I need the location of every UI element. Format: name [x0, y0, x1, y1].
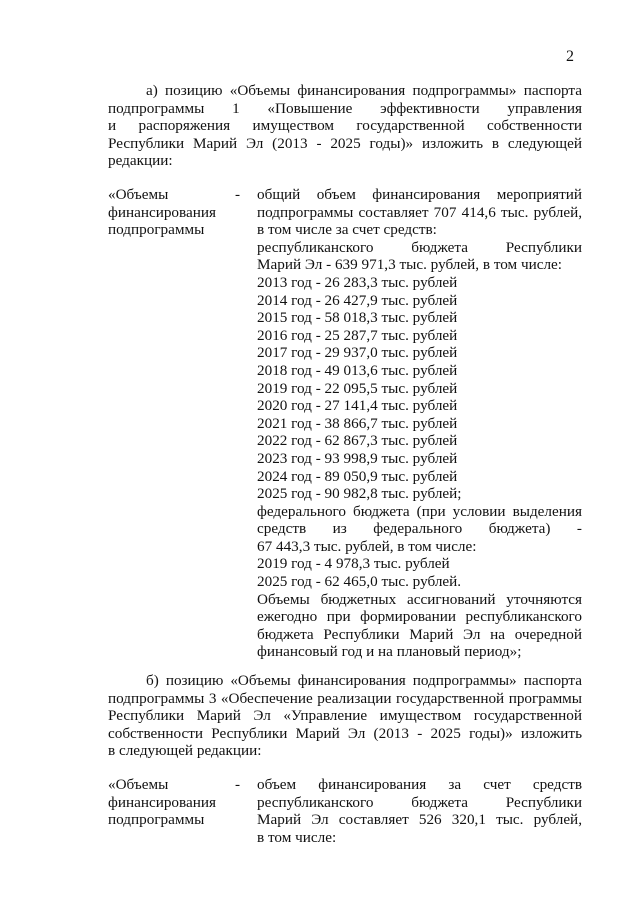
content-line: республиканского бюджета Республики [257, 238, 582, 256]
content-line: республиканского бюджета Республики [257, 793, 582, 811]
content-line: общий объем финансирования мероприятий [257, 186, 582, 203]
year-line: 2019 год - 22 095,5 тыс. рублей [257, 379, 458, 397]
year-line: 2022 год - 62 867,3 тыс. рублей [257, 432, 458, 450]
page-number: 2 [566, 48, 574, 65]
content-line: Объемы бюджетных ассигнований уточняются [257, 590, 582, 608]
intro-line: подпрограммы 3 «Обеспечение реализации государственной программы [108, 689, 582, 707]
content-line: в том числе: [257, 828, 337, 846]
passport-content [257, 776, 582, 846]
year-line: 2017 год - 29 937,0 тыс. рублей [257, 344, 458, 362]
content-line: объем финансирования за счет средств [257, 776, 582, 793]
label-line: «Объемы [108, 776, 169, 793]
content-line: Марий Эл составляет 526 320,1 тыс. рублей, [257, 811, 582, 829]
year-line: 2025 год - 90 982,8 тыс. рублей; [257, 485, 462, 503]
passport-content [257, 186, 582, 661]
label-line: подпрограммы [108, 221, 205, 239]
content-line: 67 443,3 тыс. рублей, в том числе: [257, 537, 477, 555]
year-line: 2024 год - 89 050,9 тыс. рублей [257, 467, 458, 485]
year-line: 2013 год - 26 283,3 тыс. рублей [257, 273, 458, 291]
content-line: финансовый год и на плановый период»; [257, 643, 522, 661]
intro-line: б) позицию «Объемы финансирования подпрограммы» паспорта [146, 672, 582, 689]
intro-line: Республики Марий Эл (2013 - 2025 годы)» изложить в следующей [108, 134, 582, 152]
intro-line: в следующей редакции: [108, 742, 262, 760]
content-line: федерального бюджета (при условии выделения [257, 502, 582, 520]
section-a-intro [108, 82, 582, 170]
label-line: финансирования [108, 793, 216, 811]
year-line: 2025 год - 62 465,0 тыс. рублей. [257, 573, 462, 591]
year-line: 2015 год - 58 018,3 тыс. рублей [257, 309, 458, 327]
passport-label [108, 776, 241, 829]
passport-label [108, 186, 241, 239]
content-line: бюджета Республики Марий Эл на очередной [257, 625, 582, 643]
content-line: подпрограммы составляет 707 414,6 тыс. рублей, [257, 203, 582, 221]
intro-line: подпрограммы 1 «Повышение эффективности управления [108, 99, 582, 117]
intro-line: собственности Республики Марий Эл (2013 - 2025 годы)» изложить [108, 724, 582, 742]
year-line: 2014 год - 26 427,9 тыс. рублей [257, 291, 458, 309]
intro-line: а) позицию «Объемы финансирования подпрограммы» паспорта [146, 82, 582, 99]
content-line: средств из федерального бюджета) - [257, 520, 582, 538]
content-line: Марий Эл - 639 971,3 тыс. рублей, в том числе: [257, 256, 563, 274]
content-line: в том числе за счет средств: [257, 221, 437, 239]
intro-line: Республики Марий Эл «Управление имуществом государственной [108, 707, 582, 725]
year-line: 2016 год - 25 287,7 тыс. рублей [257, 326, 458, 344]
passport-dash: - [235, 776, 241, 793]
label-line: подпрограммы [108, 811, 205, 829]
section-b-intro [108, 672, 582, 760]
label-line: «Объемы [108, 186, 169, 203]
year-line: 2023 год - 93 998,9 тыс. рублей [257, 449, 458, 467]
label-line: финансирования [108, 203, 216, 221]
intro-line: редакции: [108, 152, 173, 170]
passport-dash: - [235, 186, 241, 203]
intro-line: и распоряжения имуществом государственной собственности [108, 117, 582, 135]
year-line: 2021 год - 38 866,7 тыс. рублей [257, 414, 458, 432]
year-line: 2019 год - 4 978,3 тыс. рублей [257, 555, 450, 573]
content-line: ежегодно при формировании республиканского [257, 608, 582, 626]
year-line: 2020 год - 27 141,4 тыс. рублей [257, 397, 458, 415]
year-line: 2018 год - 49 013,6 тыс. рублей [257, 361, 458, 379]
